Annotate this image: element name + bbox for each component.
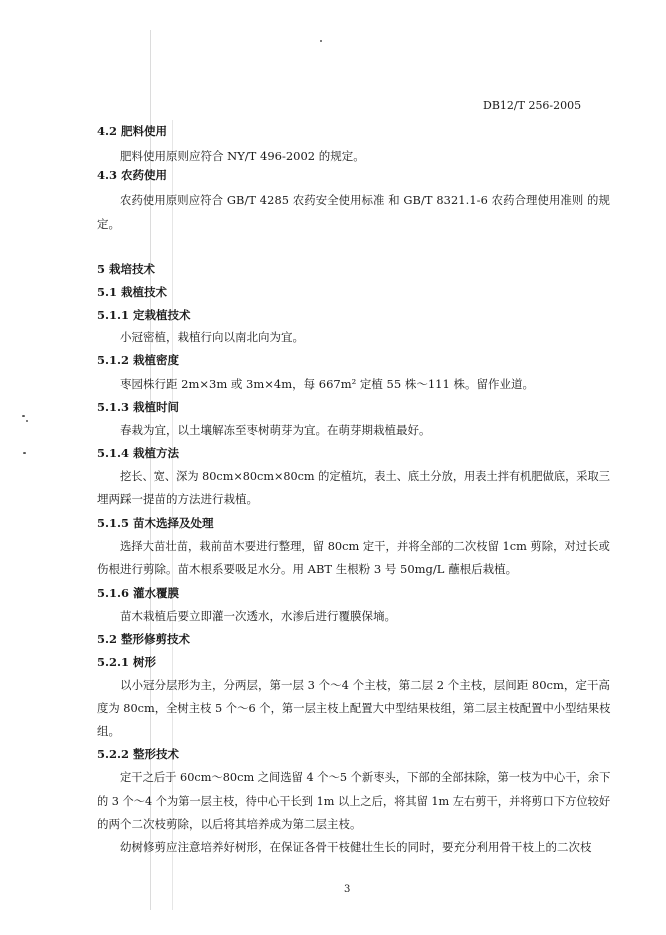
scan-artifact-line	[172, 120, 173, 910]
section-heading-4-3: 4.3 农药使用	[97, 168, 168, 182]
section-body-5-1-4-line2: 埋两踩一提苗的方法进行栽植。	[97, 492, 258, 506]
section-heading-5-1: 5.1 栽植技术	[97, 285, 168, 299]
section-body-5-2-1-line3: 组。	[97, 724, 120, 738]
section-body-5-2-1-line1: 以小冠分层形为主，分两层，第一层 3 个～4 个主枝，第二层 2 个主枝，层间距 80cm，定干高	[120, 678, 610, 692]
section-body-5-2-1-line2: 度为 80cm，全树主枝 5 个～6 个，第一层主枝上配置大中型结果枝组，第二层主枝配置中小型结果枝	[97, 701, 611, 715]
scan-speck	[26, 420, 28, 422]
scan-speck	[320, 40, 322, 42]
document-code: DB12/T 256-2005	[483, 99, 582, 112]
section-body-4-3-line2: 定。	[97, 217, 120, 231]
section-heading-4-2: 4.2 肥料使用	[97, 124, 168, 138]
section-heading-5-2-1: 5.2.1 树形	[97, 655, 157, 669]
section-heading-5-2: 5.2 整形修剪技术	[97, 632, 191, 646]
scan-speck	[23, 452, 26, 454]
section-heading-5-1-1: 5.1.1 定栽植技术	[97, 308, 191, 322]
section-body-5-1-3: 春栽为宜，以土壤解冻至枣树萌芽为宜。在萌芽期栽植最好。	[120, 423, 431, 437]
section-body-5-2-2-line2: 的 3 个～4 个为第一层主枝，待中心干长到 1m 以上之后，将其留 1m 左右剪干，并将剪口下方位较好	[97, 794, 611, 808]
section-heading-5-1-2: 5.1.2 栽植密度	[97, 353, 180, 367]
page-number: 3	[344, 884, 351, 895]
section-body-5-2-2-line4: 幼树修剪应注意培养好树形，在保证各骨干枝健壮生长的同时，要充分利用骨干枝上的二次枝	[120, 840, 592, 854]
section-body-5-2-2-line3: 的两个二次枝剪除，以后将其培养成为第二层主枝。	[97, 817, 362, 831]
section-body-5-1-5-line2: 伤根进行剪除。苗木根系要吸足水分。用 ABT 生根粉 3 号 50mg/L 蘸根后栽植。	[97, 562, 518, 576]
section-body-4-2: 肥料使用原则应符合 NY/T 496-2002 的规定。	[120, 149, 365, 163]
section-body-5-1-1: 小冠密植，栽植行向以南北向为宜。	[120, 330, 304, 344]
section-body-5-1-2: 枣园株行距 2m×3m 或 3m×4m，每 667m² 定植 55 株～111 株。留作业道。	[120, 377, 534, 391]
section-body-4-3-line1: 农药使用原则应符合 GB/T 4285 农药安全使用标准 和 GB/T 8321.1-6 农药合理使用准则 的规	[120, 193, 610, 207]
section-body-5-1-6: 苗木栽植后要立即灌一次透水，水渗后进行覆膜保墒。	[120, 609, 396, 623]
section-heading-5-1-4: 5.1.4 栽植方法	[97, 446, 180, 460]
section-heading-5: 5 栽培技术	[97, 262, 156, 276]
section-body-5-1-5-line1: 选择大苗壮苗，栽前苗木要进行整理，留 80cm 定干，并将全部的二次枝留 1cm 剪除，对过长或	[120, 539, 610, 553]
scan-speck	[22, 415, 25, 417]
section-heading-5-1-5: 5.1.5 苗木选择及处理	[97, 516, 214, 530]
section-heading-5-1-3: 5.1.3 栽植时间	[97, 400, 180, 414]
section-heading-5-2-2: 5.2.2 整形技术	[97, 747, 180, 761]
section-body-5-2-2-line1: 定干之后于 60cm～80cm 之间选留 4 个～5 个新枣头，下部的全部抹除，第一枝为中心干，余下	[120, 770, 611, 784]
section-body-5-1-4-line1: 挖长、宽、深为 80cm×80cm×80cm 的定植坑，表土、底土分放，用表土拌有机肥做底，采取三	[120, 469, 610, 483]
section-heading-5-1-6: 5.1.6 灌水覆膜	[97, 586, 180, 600]
